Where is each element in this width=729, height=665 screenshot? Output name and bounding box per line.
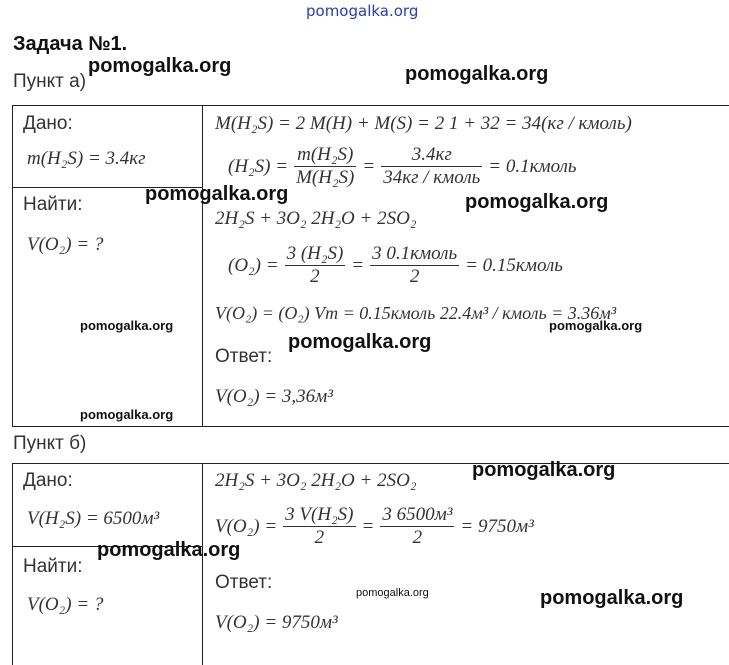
fraction-denominator: 2 bbox=[310, 266, 320, 287]
find-label: Найти: bbox=[23, 194, 83, 215]
watermark: pomogalka.org bbox=[356, 587, 429, 599]
answer-label: Ответ: bbox=[215, 572, 273, 593]
table-border bbox=[12, 463, 13, 665]
fraction-denominator: 34кг / кмоль bbox=[383, 167, 481, 188]
watermark: pomogalka.org bbox=[465, 191, 609, 213]
problem-title: Задача №1. bbox=[13, 33, 128, 55]
volume-o2-line bbox=[215, 504, 534, 549]
given-formula: m(H₂S) = 3.4кг bbox=[27, 148, 146, 169]
fraction-numerator: 3 V(H₂S) bbox=[285, 504, 354, 525]
table-border bbox=[12, 463, 729, 464]
fraction bbox=[381, 144, 482, 189]
fraction bbox=[285, 243, 346, 288]
fraction-numerator: 3 6500м³ bbox=[382, 504, 453, 525]
watermark: pomogalka.org bbox=[80, 407, 174, 422]
fraction-numerator: 3.4кг bbox=[411, 144, 452, 165]
equals-sign: = bbox=[362, 155, 376, 177]
watermark: pomogalka.org bbox=[288, 331, 432, 353]
volume-o2-left: V(O₂) = bbox=[215, 515, 278, 537]
table-border bbox=[12, 105, 13, 427]
fraction-denominator: 2 bbox=[412, 527, 423, 548]
watermark: pomogalka.org bbox=[145, 183, 289, 205]
fraction-numerator: 3 (H₂S) bbox=[286, 243, 344, 264]
fraction bbox=[380, 504, 454, 549]
watermark: pomogalka.org bbox=[472, 459, 616, 481]
fraction bbox=[283, 504, 355, 549]
reaction-equation: 2H₂S + 3O₂ 2H₂O + 2SO₂ bbox=[215, 208, 417, 229]
watermark: pomogalka.org bbox=[549, 318, 643, 333]
table-border bbox=[12, 426, 729, 427]
find-label: Найти: bbox=[23, 556, 83, 577]
reaction-equation: 2H₂S + 3O₂ 2H₂O + 2SO₂ bbox=[215, 470, 417, 491]
answer-formula: V(O₂) = 3,36м³ bbox=[215, 386, 333, 407]
fraction-numerator: m(H₂S) bbox=[297, 144, 354, 165]
part-b-label: Пункт б) bbox=[13, 433, 87, 454]
watermark: pomogalka.org bbox=[97, 539, 241, 561]
part-a-label: Пункт а) bbox=[13, 71, 87, 92]
table-divider bbox=[202, 105, 203, 427]
moles-h2s-result: = 0.1кмоль bbox=[488, 155, 577, 177]
equals-sign: = bbox=[361, 515, 375, 537]
fraction-denominator: M(H₂S) bbox=[296, 167, 355, 188]
moles-h2s-left: (H₂S) = bbox=[228, 155, 289, 177]
watermark: pomogalka.org bbox=[540, 587, 684, 609]
given-formula: V(H₂S) = 6500м³ bbox=[27, 508, 160, 529]
fraction bbox=[294, 144, 356, 189]
fraction-denominator: 2 bbox=[314, 527, 325, 548]
find-formula: V(O₂) = ? bbox=[27, 594, 104, 615]
given-label: Дано: bbox=[23, 113, 73, 134]
site-link[interactable]: pomogalka.org bbox=[306, 2, 419, 20]
watermark: pomogalka.org bbox=[405, 63, 549, 85]
table-border bbox=[12, 105, 729, 106]
watermark: pomogalka.org bbox=[88, 55, 232, 77]
given-label: Дано: bbox=[23, 470, 73, 491]
molar-mass-line: M(H₂S) = 2 M(H) + M(S) = 2 1 + 32 = 34(кг / кмоль) bbox=[215, 113, 632, 134]
fraction-denominator: 2 bbox=[409, 266, 420, 287]
moles-o2-line bbox=[228, 243, 563, 288]
fraction-numerator: 3 0.1кмоль bbox=[372, 243, 458, 264]
fraction bbox=[370, 243, 459, 288]
volume-o2-result: = 9750м³ bbox=[460, 515, 534, 537]
moles-o2-left: (O₂) = bbox=[228, 254, 279, 276]
table-divider bbox=[202, 463, 203, 665]
moles-o2-result: = 0.15кмоль bbox=[465, 254, 563, 276]
answer-label: Ответ: bbox=[215, 346, 273, 367]
equals-sign: = bbox=[351, 254, 365, 276]
answer-formula: V(O₂) = 9750м³ bbox=[215, 612, 338, 633]
watermark: pomogalka.org bbox=[80, 318, 174, 333]
find-formula: V(O₂) = ? bbox=[27, 234, 104, 255]
volume-o2-line: V(O₂) = (O₂) Vm = 0.15кмоль 22.4м³ / кмоль = 3.36м³ bbox=[215, 303, 617, 323]
